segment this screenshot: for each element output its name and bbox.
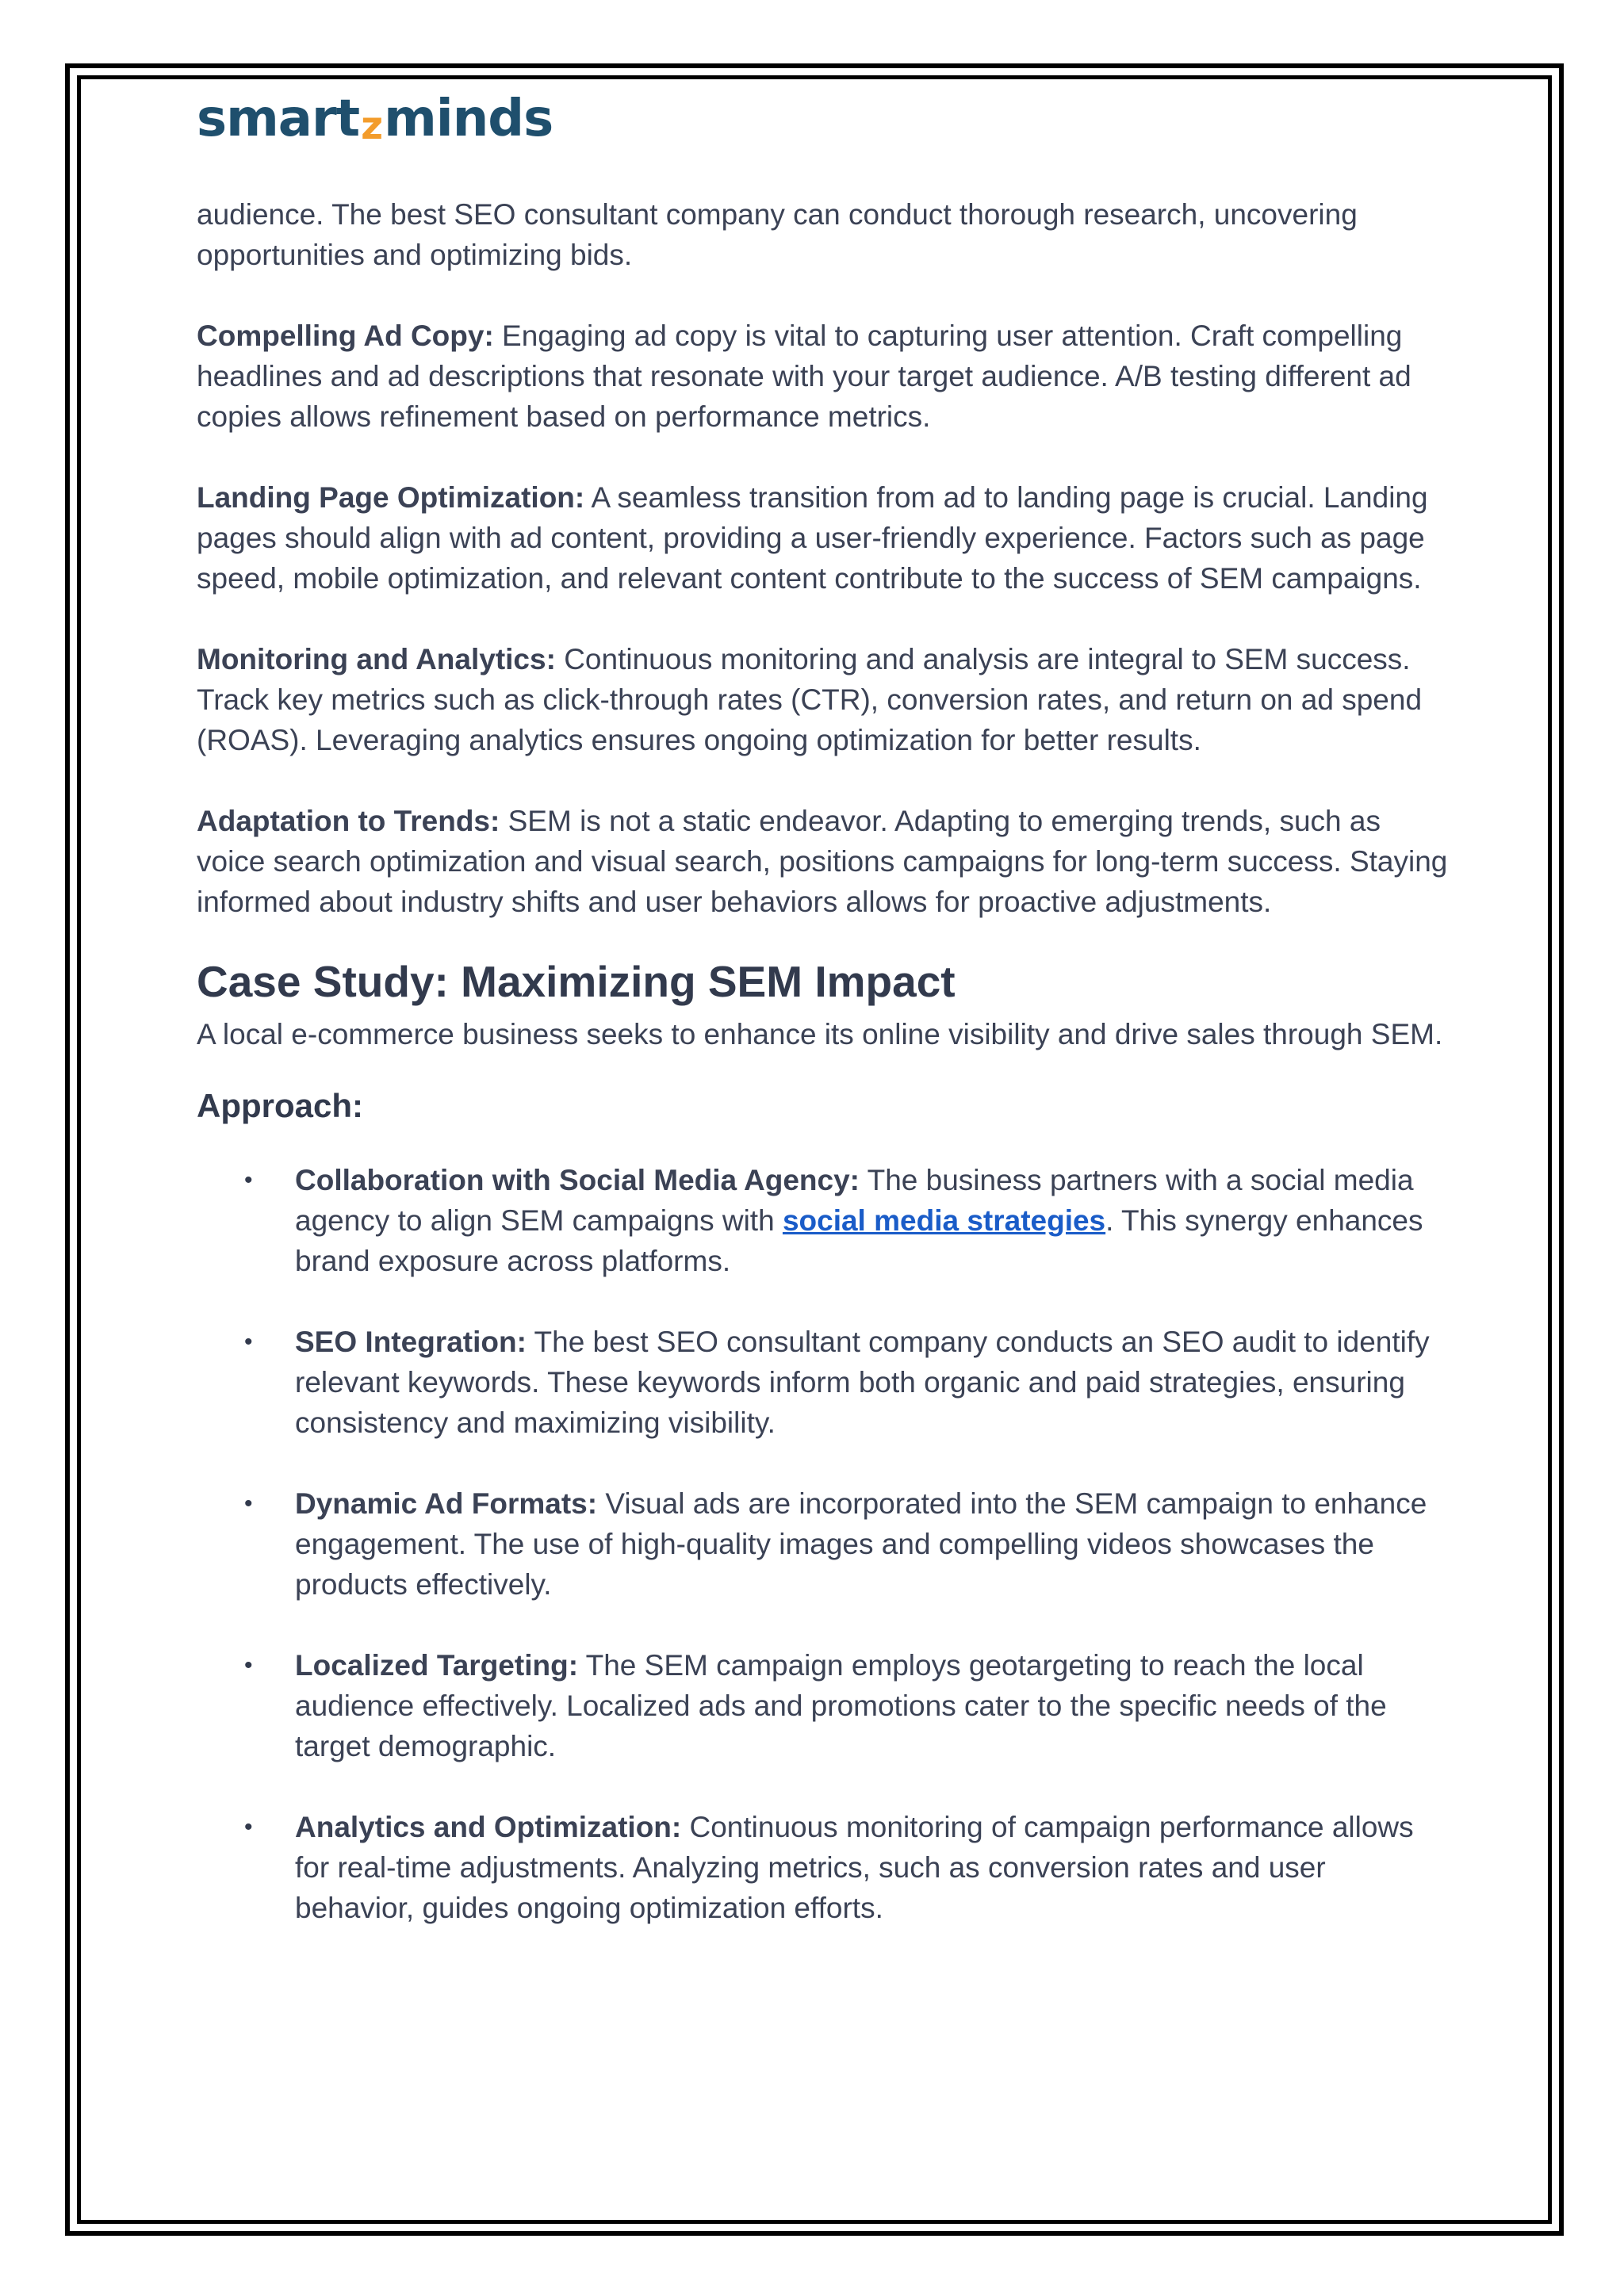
list-item-lead: Dynamic Ad Formats: xyxy=(295,1487,598,1520)
paragraph-adaptation-trends xyxy=(197,801,1450,922)
list-item xyxy=(197,1807,1450,1928)
paragraph-compelling-ad-copy xyxy=(197,316,1450,437)
approach-heading: Approach: xyxy=(197,1087,363,1124)
document-body xyxy=(197,194,1450,1969)
bullet-icon: • xyxy=(244,1167,253,1193)
paragraph-text: SEM is not a static endeavor. Adapting to emerging trends, such as voice search optimization and visual search, positions campaigns for long-term success. Staying informed about industry shifts and user behaviors allows for proactive adjustments. xyxy=(197,805,1448,918)
bullet-icon: • xyxy=(244,1652,253,1678)
social-media-strategies-link[interactable]: social media strategies xyxy=(782,1204,1106,1237)
paragraph-text: Engaging ad copy is vital to capturing user attention. Craft compelling headlines and ad descriptions that resonate with your target audience. A/B testing different ad copies allows refinement based on performance metrics. xyxy=(197,320,1411,433)
paragraph-text: A seamless transition from ad to landing page is crucial. Landing pages should align with ad content, providing a user-friendly experience. Factors such as page speed, mobile optimization, and relevant content contribute to the success of SEM campaigns. xyxy=(197,481,1428,595)
paragraph-lead: Compelling Ad Copy: xyxy=(197,320,494,352)
logo-text-smart: smart xyxy=(197,90,360,148)
list-item-lead: Collaboration with Social Media Agency: xyxy=(295,1164,860,1196)
case-study-intro: A local e-commerce business seeks to enhance its online visibility and drive sales through SEM. xyxy=(197,1018,1443,1050)
smartzminds-logo xyxy=(197,87,553,151)
list-item xyxy=(197,1483,1450,1605)
list-item xyxy=(197,1645,1450,1766)
paragraph-landing-page-optimization xyxy=(197,477,1450,599)
bullet-icon: • xyxy=(244,1490,253,1517)
case-study-heading: Case Study: Maximizing SEM Impact xyxy=(197,957,956,1006)
list-item-text: The best SEO consultant company conducts an SEO audit to identify relevant keywords. These keywords inform both organic and paid strategies, ensuring consistency and maximizing visibility. xyxy=(295,1326,1430,1439)
logo-text-minds: minds xyxy=(384,90,553,148)
list-item-lead: Analytics and Optimization: xyxy=(295,1811,682,1843)
list-item xyxy=(197,1160,1450,1281)
list-item-text-after: . This synergy enhances brand exposure across platforms. xyxy=(295,1204,1423,1277)
paragraph-monitoring-analytics xyxy=(197,639,1450,760)
list-item xyxy=(197,1322,1450,1443)
paragraph-lead: Landing Page Optimization: xyxy=(197,481,585,514)
paragraph-lead: Adaptation to Trends: xyxy=(197,805,500,837)
paragraph-continued xyxy=(197,194,1450,275)
list-item-lead: Localized Targeting: xyxy=(295,1649,579,1682)
paragraph-text: Continuous monitoring and analysis are integral to SEM success. Track key metrics such as click-through rates (CTR), conversion rates, and return on ad spend (ROAS). Leveraging analytics ensures ongoing optimization for better results. xyxy=(197,643,1423,756)
list-item-text: Visual ads are incorporated into the SEM campaign to enhance engagement. The use of high-quality images and compelling videos showcases the products effectively. xyxy=(295,1487,1427,1601)
logo-z-mark: z xyxy=(361,104,383,148)
paragraph-lead: Monitoring and Analytics: xyxy=(197,643,556,675)
list-item-text: The business partners with a social media agency to align SEM campaigns with xyxy=(295,1164,1414,1237)
paragraph-text: audience. The best SEO consultant company can conduct thorough research, uncovering opportunities and optimizing bids. xyxy=(197,198,1358,271)
bullet-icon: • xyxy=(244,1814,253,1840)
bullet-icon: • xyxy=(244,1329,253,1355)
list-item-lead: SEO Integration: xyxy=(295,1326,527,1358)
approach-list xyxy=(197,1160,1450,1928)
list-item-text: The SEM campaign employs geotargeting to reach the local audience effectively. Localized ads and promotions cater to the specific needs of the target demographic. xyxy=(295,1649,1387,1762)
list-item-text: Continuous monitoring of campaign performance allows for real-time adjustments. Analyzing metrics, such as conversion rates and user behavior, guides ongoing optimization efforts. xyxy=(295,1811,1414,1924)
